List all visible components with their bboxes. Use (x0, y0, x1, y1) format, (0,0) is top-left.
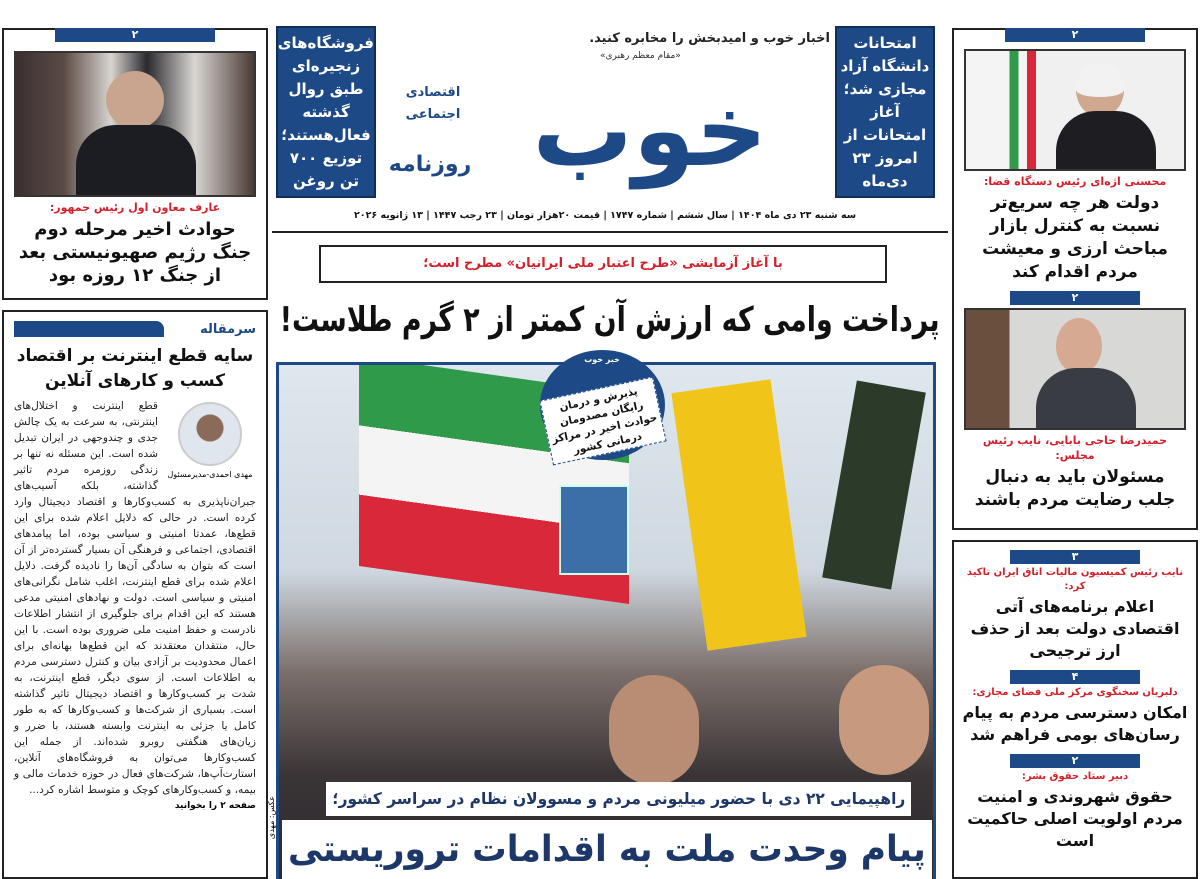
page-number-bar: ۴ (1010, 670, 1140, 684)
masthead-quote: اخبار خوب و امیدبخش را مخابره کنید. (589, 31, 830, 46)
author-photo (178, 402, 242, 466)
continued-link[interactable]: صفحه ۲ را بخوانید (174, 801, 256, 811)
author-block (164, 398, 256, 480)
logo-sub-social: اجتماعی (405, 107, 461, 122)
masthead-right-box[interactable]: امتحانات دانشگاه آزاد مجازی شد؛ آغاز امتحانات از امروز ۲۳ دی‌ماه (835, 26, 935, 198)
dateline-row (280, 208, 930, 224)
logo: خوب (532, 72, 768, 189)
divider (272, 231, 948, 233)
photo-headline-box (282, 820, 932, 879)
editorial-headline[interactable]: سایه قطع اینترنت بر اقتصاد کسب و کارهای آنلاین (16, 346, 254, 391)
story-headline[interactable]: دولت هر چه سریع‌تر نسبت به کنترل بازار مباحث ارزی و معیشت مردم اقدام کند (982, 193, 1168, 282)
section-header (14, 320, 256, 338)
quote-source: «مقام معظم رهبری» (600, 51, 681, 61)
story-kicker: دلبریان سخنگوی مرکز ملی فضای مجازی: (972, 687, 1178, 698)
author-name: مهدی احمدی-مدیرمسئول (167, 470, 253, 479)
main-headline[interactable]: پرداخت وامی که ارزش آن کمتر از ۲ گرم طلاست! (280, 300, 940, 340)
center-kicker: با آغاز آزمایشی «طرح اعتبار ملی ایرانیان» مطرح است؛ (423, 256, 783, 271)
badge-text: پذیرش و درمان رایگان مصدومان حوادث اخیر در مراکز درمانی کشور (550, 385, 659, 457)
story-headline[interactable]: حقوق شهروندی و امنیت مردم اولویت اصلی حاکمیت است (967, 787, 1183, 850)
story-headline[interactable]: حوادث اخیر مرحله دوم جنگ رژیم صهیونیستی بعد از جنگ ۱۲ روزه بود (18, 219, 252, 286)
masthead-left-box[interactable]: فروشگاه‌های زنجیره‌ای طبق روال گذشته فعال‌هستند؛ توزیع ۷۰۰ تن روغن (276, 26, 376, 198)
right-bottom-stories (952, 540, 1198, 879)
story-headline[interactable]: اعلام برنامه‌های آتی اقتصادی دولت بعد از حذف ارز ترجیحی (970, 597, 1180, 660)
photo-credit: عکس: مهدی (267, 796, 276, 840)
story-headline[interactable]: امکان دسترسی مردم به پیام رسان‌های بومی فراهم شد (962, 703, 1188, 744)
story-kicker: دبیر ستاد حقوق بشر: (1021, 771, 1129, 782)
left-top-story[interactable] (2, 28, 268, 300)
story-headline[interactable]: مسئولان باید به دنبال جلب رضایت مردم باشند (974, 467, 1176, 510)
page-number-bar: ۲ (55, 28, 215, 42)
editorial-text: قطع اینترنت و اختلال‌های اینترنتی، به سرعت به یک چالش جدی و چندوجهی در ایران تبدیل شده است. این مسئله نه تنها بر زندگی روزمره مردم تاثیر گذاشته، بلکه آسیب‌های جبران‌ناپذیری به کسب‌وکارها و اقتصاد دیجیتال وارد کرده است. در حالی که دلایل اعلام شده برای این قطع‌ها، عمدتا امنیتی و سیاسی بوده، اما پیامدهای اقتصادی، اجتماعی و فرهنگی آن بسیار گسترده‌تر از آن است که بتوان به سادگی آن‌ها را نادیده گرفت. دلایل اعلام شده برای قطع اینترنت، اغلب شامل نگرانی‌های امنیتی و سیاسی است. دولت و نهادهای امنیتی مدعی هستند که این اقدام برای جلوگیری از انتشار اطلاعات نادرست و حفظ امنیت ملی ضروری بوده است. با این حال، منتقدان معتقدند که این قطع‌ها بهانه‌ای برای اعمال محدودیت بر آزادی بیان و کنترل دسترسی مردم به اطلاعات است. از سوی دیگر، قطع اینترنت، به شدت بر کسب‌وکارها و اقتصاد دیجیتال تاثیر گذاشته است. بسیاری از شرکت‌ها و کسب‌وکارها که به طور کامل یا جزئی به اینترنت وابسته هستند، با ضرر و زیان‌های هنگفتی روبرو شده‌اند. از جمله این کسب‌وکارها می‌توان به فروشگاه‌های آنلاین، استارت‌آپ‌ها، شرکت‌های فعال در حوزه خدمات مالی و بیمه، و کسب‌وکارهای کوچک و متوسط اشاره کرد... (14, 400, 256, 796)
story-photo (14, 51, 256, 197)
page-number-bar: ۳ (1010, 550, 1140, 564)
main-headline-row (280, 294, 940, 346)
section-label: سرمقاله (200, 321, 256, 337)
center-kicker-box (319, 245, 887, 283)
photo-kicker-box (326, 782, 911, 816)
story-kicker: عارف معاون اول رئیس جمهور: (49, 201, 221, 214)
story-kicker: حمیدرضا حاجی بابایی، نایب رئیس مجلس: (982, 434, 1168, 462)
editorial (2, 310, 268, 879)
photo-headline[interactable]: پیام وحدت ملت به اقدامات تروریستی (288, 829, 926, 870)
right-top-stories (952, 28, 1198, 530)
logo-sub-economic: اقتصادی (405, 85, 461, 100)
story-kicker: نایب رئیس کمیسیون مالیات اتاق ایران تاکید کرد: (966, 567, 1184, 592)
story-kicker: محسنی اژه‌ای رئیس دستگاه قضا: (983, 175, 1167, 188)
page-number-bar: ۲ (1005, 28, 1145, 42)
section-bar (14, 321, 164, 337)
badge-label: خبر خوب (584, 355, 620, 364)
story-photo (964, 308, 1186, 430)
story-photo (964, 49, 1186, 171)
logo-prefix: روزنامه (388, 152, 472, 177)
page-number-bar: ۲ (1010, 754, 1140, 768)
photo-kicker: راهپیمایی ۲۲ دی با حضور میلیونی مردم و مسوولان نظام در سراسر کشور؛ (332, 789, 905, 808)
page-number-bar: ۲ (1010, 291, 1140, 305)
editorial-body (14, 398, 256, 798)
dateline: سه شنبه ۲۳ دی ماه ۱۴۰۴ | سال ششم | شماره ۱۷۴۷ | قیمت ۲۰هزار تومان | ۲۳ رجب ۱۴۴۷ | ۱۳ ژانویه ۲۰۲۶ (353, 210, 857, 221)
